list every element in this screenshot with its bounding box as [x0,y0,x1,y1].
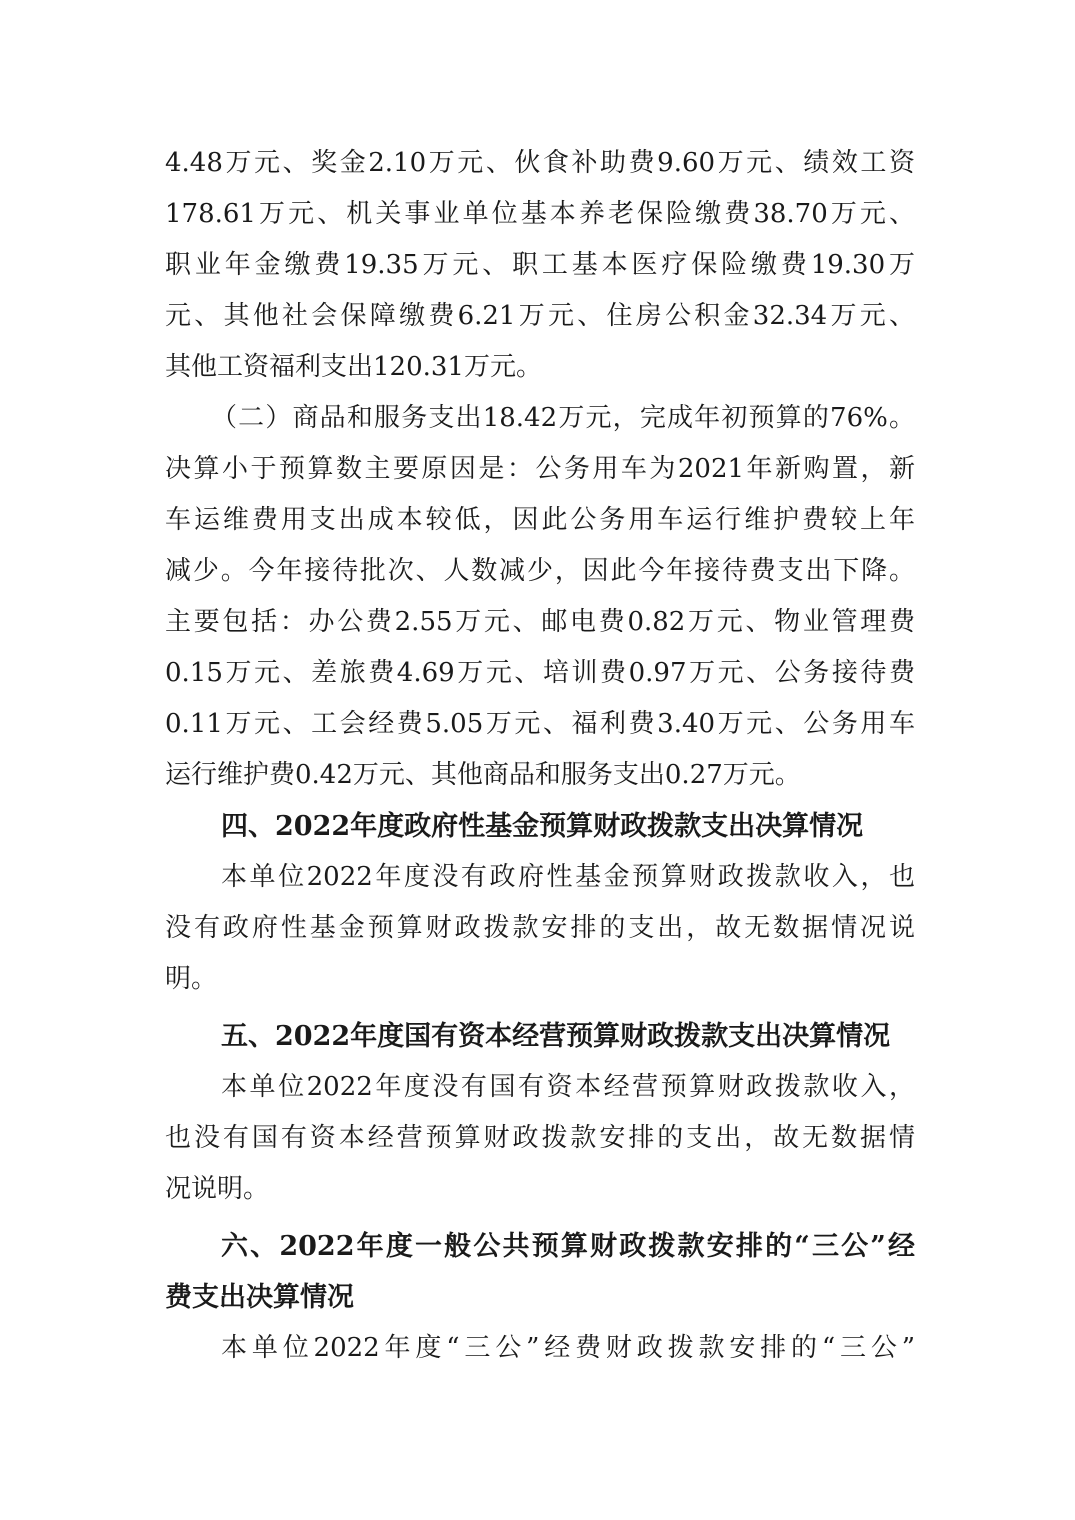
text-line: 元、其他社会保障缴费6.21万元、住房公积金32.34万元、 [165,301,915,331]
text-line: 4.48万元、奖金2.10万元、伙食补助费9.60万元、绩效工资 [165,148,915,178]
text-line: 明。 [165,964,218,994]
text-line: 其他工资福利支出120.31万元。 [165,352,542,382]
paragraph-three-public [165,1323,915,1374]
text-line: 也没有国有资本经营预算财政拨款安排的支出，故无数据情 [165,1123,915,1153]
text-line: 况说明。 [165,1174,270,1204]
text-line: 运行维护费0.42万元、其他商品和服务支出0.27万元。 [165,760,801,790]
text-line: 减少。今年接待批次、人数减少，因此今年接待费支出下降。 [165,556,915,586]
section-heading-4: 四、2022年度政府性基金预算财政拨款支出决算情况 [221,811,864,842]
text-line: 0.11万元、工会经费5.05万元、福利费3.40万元、公务用车 [165,709,915,739]
paragraph-goods-services [165,393,915,801]
text-line: 车运维费用支出成本较低，因此公务用车运行维护费较上年 [165,505,915,535]
text-line: 主要包括：办公费2.55万元、邮电费0.82万元、物业管理费 [165,607,915,637]
paragraph-gov-fund [165,852,915,1005]
text-line: 本单位2022年度没有国有资本经营预算财政拨款收入， [221,1072,915,1102]
text-line: 没有政府性基金预算财政拨款安排的支出，故无数据情况说 [165,913,915,943]
heading-line: 费支出决算情况 [165,1282,354,1313]
heading-line: 六、2022年度一般公共预算财政拨款安排的“三公”经 [221,1231,915,1262]
paragraph-state-capital [165,1062,915,1215]
text-line: 职业年金缴费19.35万元、职工基本医疗保险缴费19.30万 [165,250,915,280]
text-line: 178.61万元、机关事业单位基本养老保险缴费38.70万元、 [165,199,915,229]
text-line: 本单位2022年度没有政府性基金预算财政拨款收入，也 [221,862,915,892]
text-line: 0.15万元、差旅费4.69万元、培训费0.97万元、公务接待费 [165,658,915,688]
section-heading-6 [165,1221,915,1323]
text-line: 决算小于预算数主要原因是：公务用车为2021年新购置，新 [165,454,915,484]
document-body [165,138,915,1374]
text-line: 本单位2022年度“三公”经费财政拨款安排的“三公” [221,1333,915,1363]
section-heading-5: 五、2022年度国有资本经营预算财政拨款支出决算情况 [221,1021,891,1052]
paragraph-salary-items [165,138,915,393]
text-line: （二）商品和服务支出18.42万元，完成年初预算的76%。 [211,403,915,433]
